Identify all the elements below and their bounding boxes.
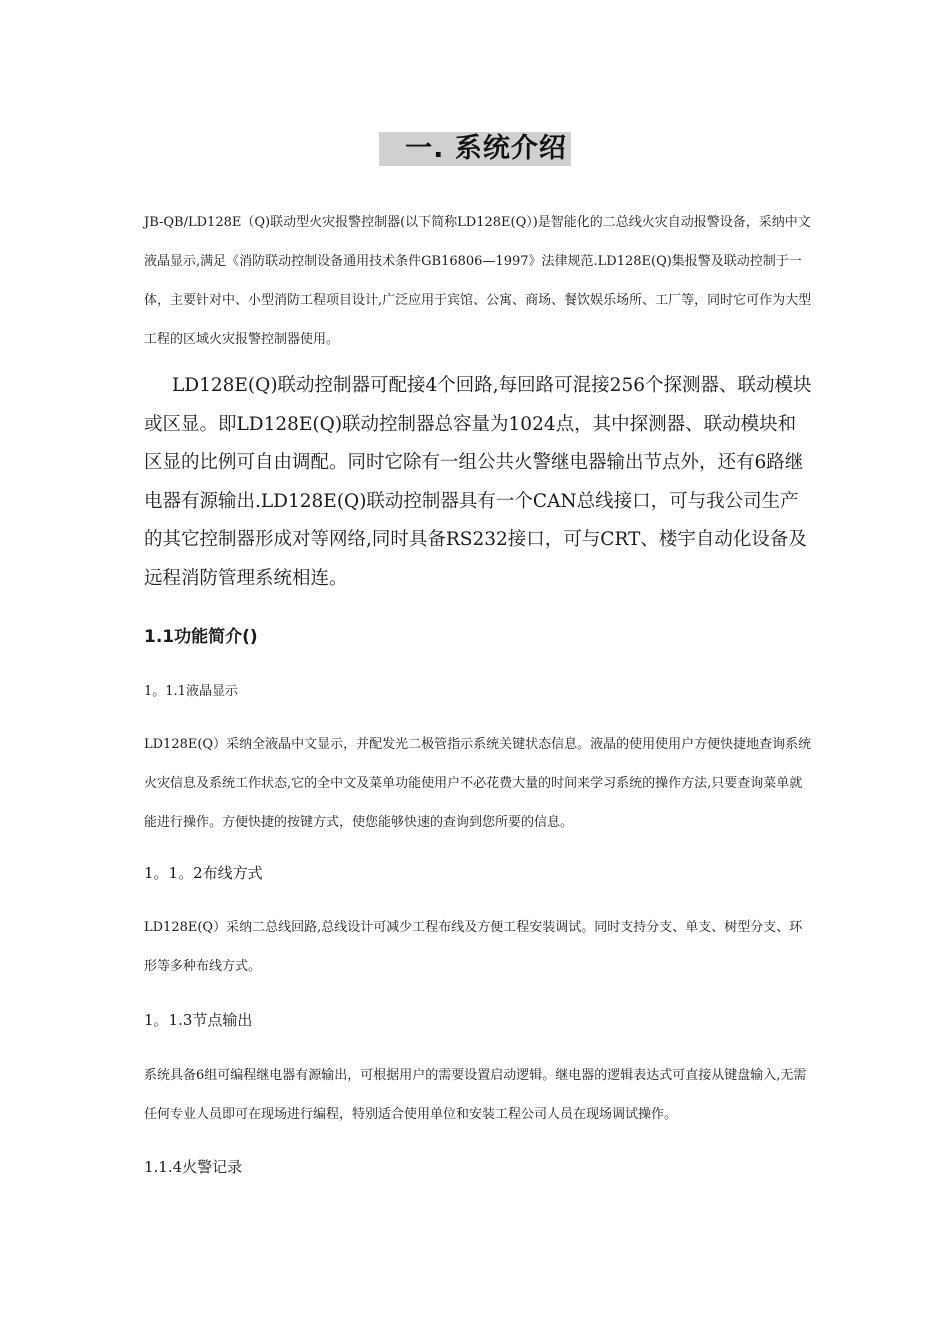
- subsection-heading-fire-record: 1.1.4火警记录: [144, 1158, 243, 1176]
- subsection-body-output: 系统具备6组可编程继电器有源输出，可根据用户的需要设置启动逻辑。继电器的逻辑表达式可直接从键盘输入,无需任何专业人员即可在现场进行编程，特别适合使用单位和安装工程公司人员在现场调试操作。: [144, 1068, 807, 1122]
- subsection-heading-output: 1。1.3节点输出: [144, 1011, 253, 1029]
- subsection-heading-lcd: 1。1.1液晶显示: [144, 684, 238, 699]
- subsection-body-wiring: LD128E(Q）采纳二总线回路,总线设计可减少工程布线及方便工程安装调试。同时支持分支、单支、树型分支、环形等多种布线方式。: [144, 920, 803, 974]
- title-container: [0, 132, 950, 166]
- subsection-body-lcd: LD128E(Q）采纳全液晶中文显示，并配发光二极管指示系统关键状态信息。液晶的使用使用户方便快捷地查询系统火灾信息及系统工作状态,它的全中文及菜单功能使用户不必花费大量的时间来学习系统的操作方法,只要查询菜单就能进行操作。方便快捷的按键方式，使您能够快速的查询到您所要的信息。: [144, 737, 812, 830]
- capacity-paragraph: LD128E(Q)联动控制器可配接4个回路,每回路可混接256个探测器、联动模块或区显。即LD128E(Q)联动控制器总容量为1024点，其中探测器、联动模块和区显的比例可自由调配。同时它除有一组公共火警继电器输出节点外，还有6路继电器有源输出.LD128E(Q)联动控制器具有一个CAN总线接口，可与我公司生产的其它控制器形成对等网络,同时具备RS232接口，可与CRT、楼宇自动化设备及远程消防管理系统相连。: [144, 375, 812, 589]
- intro-paragraph: JB-QB/LD128E（Q)联动型火灾报警控制器(以下简称LD128E(Q）)是智能化的二总线火灾自动报警设备，采纳中文液晶显示,满足《消防联动控制设备通用技术条件GB16806—1997》法律规范.LD128E(Q)集报警及联动控制于一体，主要针对中、小型消防工程项目设计,广泛应用于宾馆、公寓、商场、餐饮娱乐场所、工厂等，同时它可作为大型工程的区域火灾报警控制器使用。: [144, 215, 812, 347]
- section-heading: 1.1功能简介(): [144, 627, 258, 647]
- page-title: 一. 系统介绍: [379, 132, 571, 166]
- subsection-heading-wiring: 1。1。2布线方式: [144, 864, 263, 882]
